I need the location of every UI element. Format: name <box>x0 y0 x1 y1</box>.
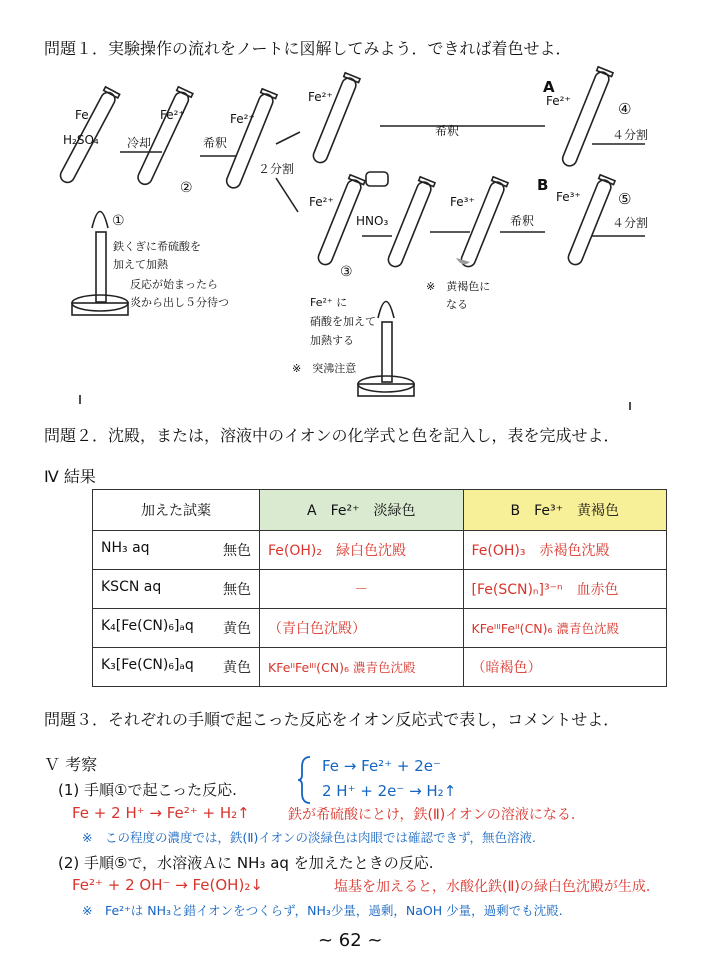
question-1: 問題１．実験操作の流れをノートに図解してみよう．できれば着色せよ． <box>44 39 572 58</box>
note-3d: ※ 突沸注意 <box>292 362 357 375</box>
test-tube-a <box>560 67 613 168</box>
cell-b: Fe(OH)₃ 赤褐色沈殿 <box>463 531 667 570</box>
header-a: A Fe²⁺ 淡緑色 <box>260 490 464 531</box>
note-3c: 加熱する <box>310 334 354 347</box>
reagent-color: 無色 <box>223 582 251 598</box>
equation-3: Fe + 2 H⁺ → Fe²⁺ + H₂↑ <box>72 804 250 822</box>
test-tube-7 <box>458 177 508 269</box>
label-dilute-3: 希釈 <box>510 214 535 228</box>
experiment-diagram <box>0 0 709 420</box>
page-number: ~ 62 ~ <box>318 930 383 951</box>
label-hno3: HNO₃ <box>356 214 389 228</box>
label-h2so4: H₂SO₄ <box>63 133 99 147</box>
label-num-3: ③ <box>340 264 353 280</box>
reagent-color: 黄色 <box>223 660 251 676</box>
table-header-row <box>93 490 667 531</box>
test-tube-6 <box>385 177 435 269</box>
reagent-name: K₄[Fe(CN)₆]ₐq <box>101 618 194 634</box>
table-row <box>93 648 667 687</box>
table-row <box>93 531 667 570</box>
equation-2: 2 H⁺ + 2e⁻ → H₂↑ <box>322 782 457 800</box>
cell-a: － <box>260 570 464 609</box>
label-num-4: ④ <box>618 100 632 118</box>
label-dilute-1: 希釈 <box>203 136 228 150</box>
note-2: ※ Fe²⁺は NH₃と錯イオンをつくらず，NH₃少量，過剰，NaOH 少量，過剰でも沈殿. <box>82 903 563 918</box>
note-1: ※ この程度の濃度では，鉄(Ⅱ)イオンの淡緑色は肉眼では確認できず，無色溶液. <box>82 830 536 845</box>
cell-b: [Fe(SCN)ₙ]³⁻ⁿ 血赤色 <box>463 570 667 609</box>
point-2: (2) 手順⑤で，水溶液Ａに NH₃ aq を加えたときの反応. <box>58 854 434 872</box>
note-3a: Fe²⁺ に <box>310 296 348 309</box>
label-fe: Fe <box>75 108 89 122</box>
label-fe2-3: Fe²⁺ <box>308 90 333 104</box>
section-results: Ⅳ 結果 <box>44 467 96 486</box>
reagent-name: KSCN aq <box>101 579 162 595</box>
reagent-color: 無色 <box>223 543 251 559</box>
reagent-name: NH₃ aq <box>101 540 150 556</box>
label-b: B <box>537 176 549 194</box>
label-split4-a: ４分割 <box>612 128 649 142</box>
comment-1: 鉄が希硫酸にとけ，鉄(Ⅱ)イオンの溶液になる. <box>288 807 576 823</box>
header-b: B Fe³⁺ 黄褐色 <box>463 490 667 531</box>
note-1d: 炎から出し５分待つ <box>130 296 229 309</box>
label-dilute-2: 希釈 <box>435 124 460 138</box>
question-2: 問題２．沈殿，または，溶液中のイオンの化学式と色を記入し，表を完成せよ． <box>44 426 620 445</box>
table-row <box>93 609 667 648</box>
label-fe3-b: Fe³⁺ <box>556 190 581 204</box>
cell-a: KFeᴵᴵFeᴵᴵᴵ(CN)₆ 濃青色沈殿 <box>260 648 464 687</box>
note-1c: 反応が始まったら <box>130 278 218 291</box>
diagram-drawing <box>0 0 709 420</box>
label-a: A <box>543 78 555 96</box>
note-4b: なる <box>446 298 468 311</box>
label-fe2-a: Fe²⁺ <box>546 94 571 108</box>
comment-2: 塩基を加えると，水酸化鉄(Ⅱ)の緑白色沈殿が生成. <box>334 879 651 895</box>
question-3: 問題３．それぞれの手順で起こった反応をイオン反応式で表し，コメントせよ． <box>44 710 620 729</box>
label-fe3-1: Fe³⁺ <box>450 195 475 209</box>
cell-b: （暗褐色） <box>463 648 667 687</box>
table-row <box>93 570 667 609</box>
label-num-5: ⑤ <box>618 190 632 208</box>
test-tube-4 <box>310 73 360 165</box>
label-cool: 冷却 <box>127 136 152 150</box>
note-3b: 硝酸を加えて <box>310 315 376 328</box>
cell-a: （青白色沈殿） <box>260 609 464 648</box>
test-tube-b <box>565 175 615 267</box>
results-table <box>92 489 667 687</box>
label-fe2-2: Fe²⁺ <box>230 112 255 126</box>
label-num-1: ① <box>112 213 125 229</box>
note-1a: 鉄くぎに希硫酸を <box>113 240 201 253</box>
note-1b: 加えて加熱 <box>113 258 168 271</box>
label-fe2-4: Fe²⁺ <box>309 195 334 209</box>
point-1: (1) 手順①で起こった反応. <box>58 781 237 799</box>
label-num-2: ② <box>180 180 193 196</box>
reagent-color: 黄色 <box>223 621 251 637</box>
cell-a: Fe(OH)₂ 緑白色沈殿 <box>260 531 464 570</box>
reagent-name: K₃[Fe(CN)₆]ₐq <box>101 657 194 673</box>
label-fe2-1: Fe²⁺ <box>160 108 185 122</box>
section-discussion: Ｖ 考察 <box>44 755 98 774</box>
equation-4: Fe²⁺ + 2 OH⁻ → Fe(OH)₂↓ <box>72 876 263 894</box>
note-4a: ※ 黄褐色に <box>426 280 491 293</box>
equation-1: Fe → Fe²⁺ + 2e⁻ <box>322 757 441 775</box>
label-split4-b: ４分割 <box>612 216 649 230</box>
header-reagent: 加えた試薬 <box>93 490 260 531</box>
label-split2: ２分割 <box>258 162 295 176</box>
cell-b: KFeᴵᴵᴵFeᴵᴵ(CN)₆ 濃青色沈殿 <box>463 609 667 648</box>
brace-icon <box>296 755 316 805</box>
